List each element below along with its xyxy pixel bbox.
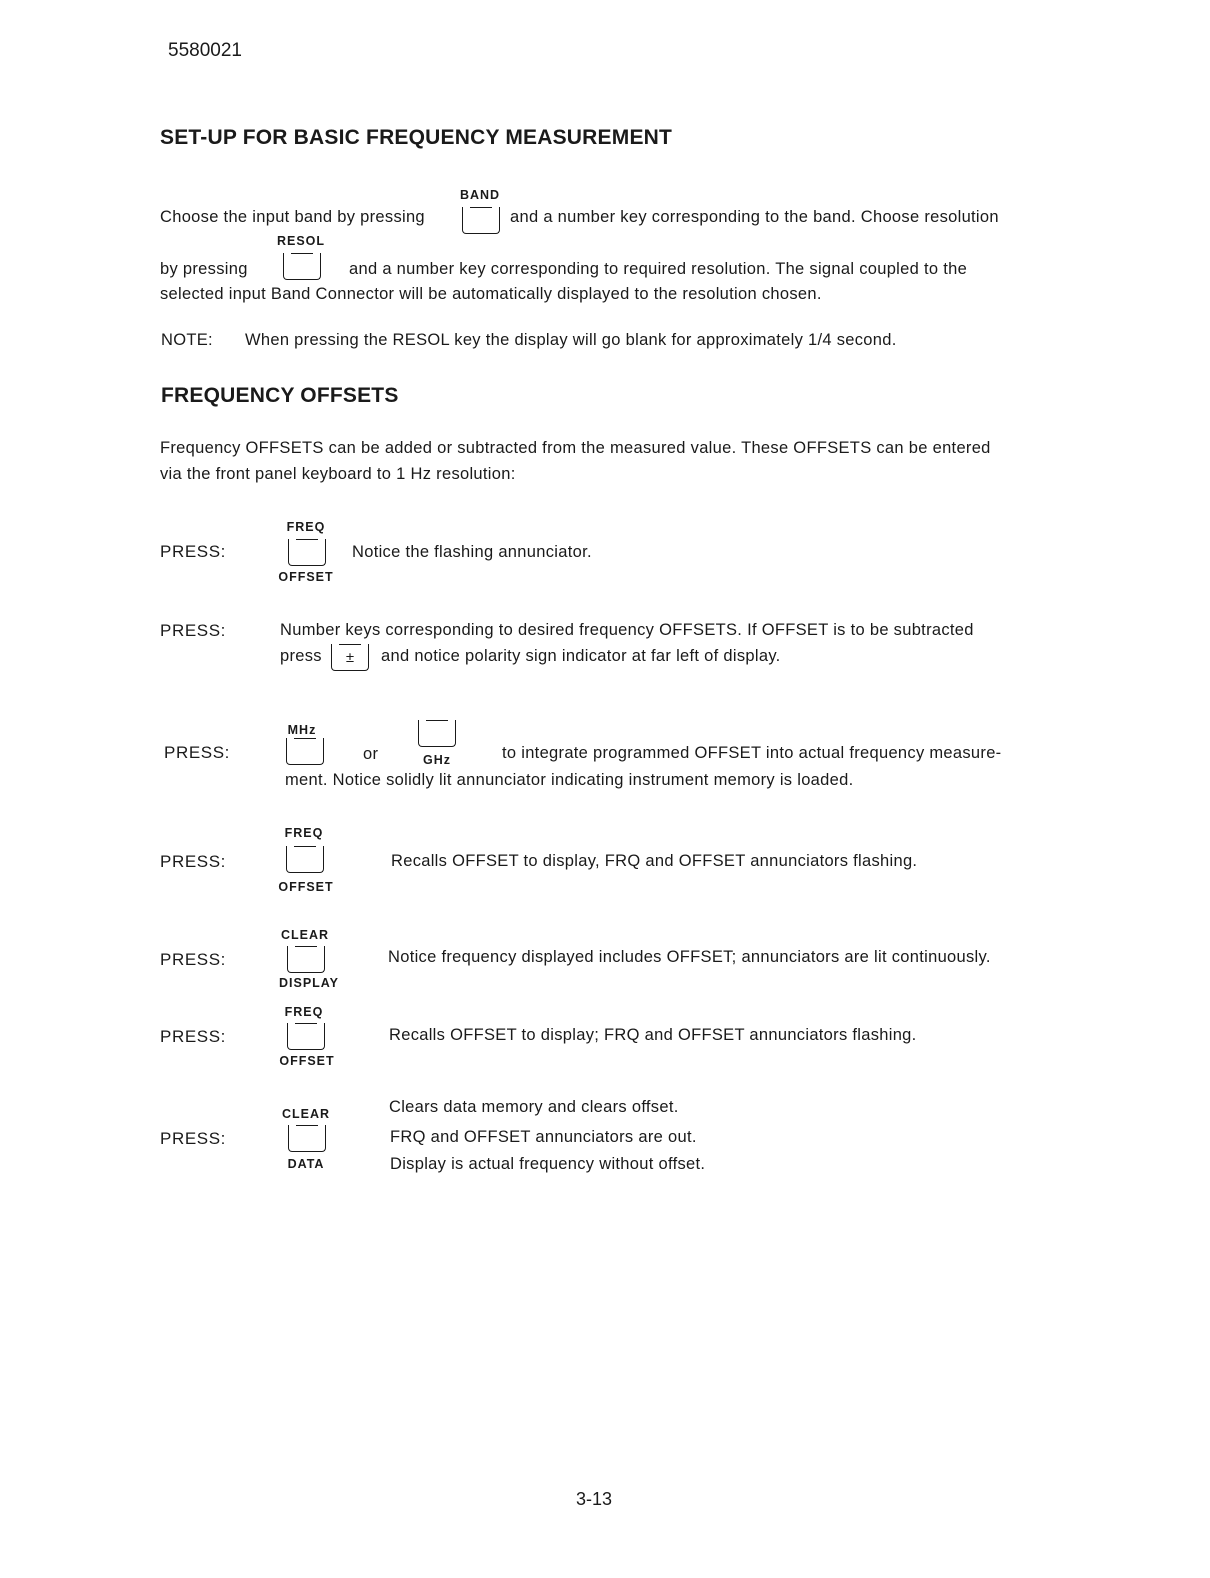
- step3-line1: to integrate programmed OFFSET into actual frequency measure-: [502, 744, 1002, 762]
- step2-line2: and notice polarity sign indicator at far left of display.: [381, 647, 781, 665]
- setup-line2-end: and a number key corresponding to required resolution. The signal coupled to the: [349, 260, 968, 278]
- offsets-intro-line1: Frequency OFFSETS can be added or subtracted from the measured value. These OFFSETS can be entered: [160, 439, 991, 457]
- step6-key-top-label: FREQ: [284, 1005, 324, 1019]
- clear-data-key-icon: [288, 1125, 326, 1152]
- step7-line2: FRQ and OFFSET annunciators are out.: [390, 1128, 697, 1146]
- note-label: NOTE:: [161, 331, 213, 349]
- setup-line1-end: and a number key corresponding to the band. Choose resolution: [510, 208, 999, 226]
- setup-line1-start: Choose the input band by pressing: [160, 208, 425, 226]
- step5-key-top-label: CLEAR: [280, 928, 330, 942]
- step3-or: or: [363, 745, 379, 763]
- step7-line1: Clears data memory and clears offset.: [389, 1098, 679, 1116]
- step7-key-top-label: CLEAR: [281, 1107, 331, 1121]
- band-key-label: BAND: [459, 188, 501, 202]
- resol-key-icon: [283, 253, 321, 280]
- step2-line1: Number keys corresponding to desired frequency OFFSETS. If OFFSET is to be subtracted: [280, 621, 974, 639]
- step1-key-bottom-label: OFFSET: [278, 570, 334, 584]
- step5-key-bottom-label: DISPLAY: [278, 976, 340, 990]
- setup-line3: selected input Band Connector will be automatically displayed to the resolution chosen.: [160, 285, 822, 303]
- step7-line3: Display is actual frequency without offset.: [390, 1155, 706, 1173]
- step6-press-label: PRESS:: [160, 1027, 226, 1046]
- step1-key-top-label: FREQ: [286, 520, 326, 534]
- ghz-key-label: GHz: [423, 753, 451, 767]
- band-key-icon: [462, 207, 500, 234]
- step2-press-word: press: [280, 647, 322, 665]
- step1-text: Notice the flashing annunciator.: [352, 543, 592, 561]
- setup-heading: SET-UP FOR BASIC FREQUENCY MEASUREMENT: [160, 126, 673, 149]
- step7-key-bottom-label: DATA: [287, 1157, 325, 1171]
- step1-press-label: PRESS:: [160, 542, 226, 561]
- freq-offset-key-icon: [286, 846, 324, 873]
- resol-key-label: RESOL: [276, 234, 326, 248]
- mhz-key-icon: [286, 738, 324, 765]
- clear-display-key-icon: [287, 946, 325, 973]
- offsets-heading: FREQUENCY OFFSETS: [161, 384, 399, 407]
- step5-text: Notice frequency displayed includes OFFSET; annunciators are lit continuously.: [388, 948, 991, 966]
- step3-press-label: PRESS:: [164, 743, 230, 762]
- page-number: 3-13: [576, 1489, 613, 1509]
- plus-minus-key-icon: ±: [331, 644, 369, 671]
- mhz-key-label: MHz: [287, 723, 317, 737]
- step5-press-label: PRESS:: [160, 950, 226, 969]
- setup-line2-start: by pressing: [160, 260, 248, 278]
- step4-text: Recalls OFFSET to display, FRQ and OFFSET annunciators flashing.: [391, 852, 918, 870]
- step7-press-label: PRESS:: [160, 1129, 226, 1148]
- offsets-intro-line2: via the front panel keyboard to 1 Hz resolution:: [160, 465, 516, 483]
- step6-text: Recalls OFFSET to display; FRQ and OFFSET annunciators flashing.: [389, 1026, 917, 1044]
- step4-press-label: PRESS:: [160, 852, 226, 871]
- step4-key-bottom-label: OFFSET: [278, 880, 334, 894]
- freq-offset-key-icon: [287, 1023, 325, 1050]
- freq-offset-key-icon: [288, 539, 326, 566]
- note-text: When pressing the RESOL key the display will go blank for approximately 1/4 second.: [245, 331, 897, 349]
- document-id: 5580021: [168, 40, 242, 61]
- ghz-key-icon: [418, 720, 456, 747]
- step3-line2: ment. Notice solidly lit annunciator indicating instrument memory is loaded.: [285, 771, 854, 789]
- step2-press-label: PRESS:: [160, 621, 226, 640]
- step6-key-bottom-label: OFFSET: [279, 1054, 335, 1068]
- step4-key-top-label: FREQ: [284, 826, 324, 840]
